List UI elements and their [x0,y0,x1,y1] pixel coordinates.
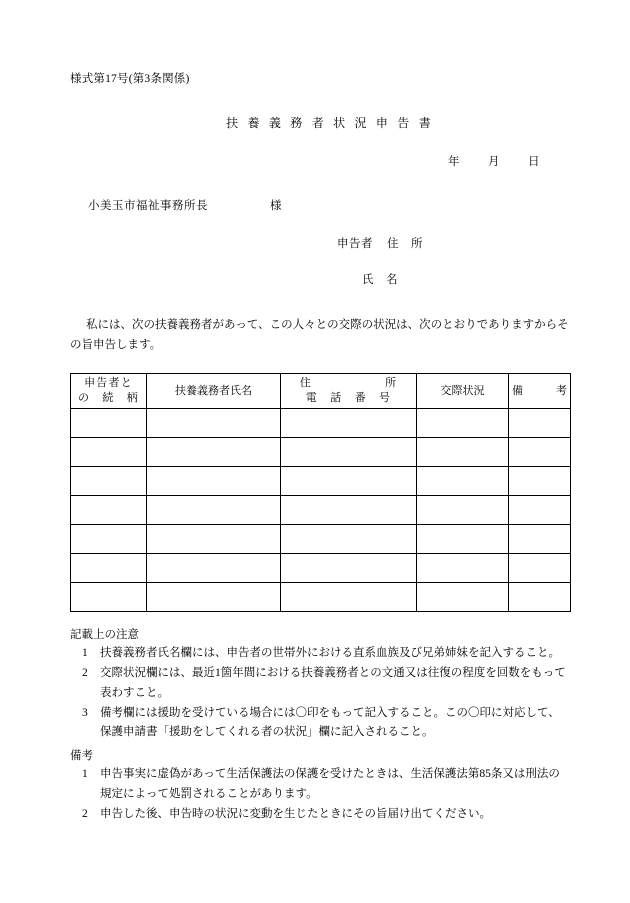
note-number: 3 [82,706,88,719]
cell-remarks[interactable] [509,525,571,554]
cell-relationship[interactable] [71,438,147,467]
column-header-remarks: 備 考 [509,374,571,409]
applicant-address-label: 住 所 [387,238,423,250]
cell-remarks[interactable] [509,583,571,612]
addressee [88,197,570,213]
list-item [70,704,570,744]
table-row [71,467,571,496]
date-year-label: 年 [448,156,460,168]
list-item [70,765,570,805]
date-line [70,153,540,169]
table-row [71,496,571,525]
cell-supporter-name[interactable] [147,409,281,438]
column-header-supporter-name: 扶養義務者氏名 [147,374,281,409]
cell-address-phone[interactable] [281,409,417,438]
remark-number: 1 [82,768,88,781]
cell-remarks[interactable] [509,496,571,525]
cell-relationship[interactable] [71,496,147,525]
cell-supporter-name[interactable] [147,467,281,496]
date-month-label: 月 [488,156,500,168]
cell-supporter-name[interactable] [147,496,281,525]
table-row [71,554,571,583]
cell-address-phone[interactable] [281,438,417,467]
page-title: 扶 養 義 務 者 状 況 申 告 書 [226,116,434,130]
cell-address-phone[interactable] [281,554,417,583]
notes-list [70,644,570,743]
cell-supporter-name[interactable] [147,525,281,554]
cell-address-phone[interactable] [281,467,417,496]
cell-remarks[interactable] [509,409,571,438]
cell-contact-status[interactable] [417,496,509,525]
column-header-address: 住 所 [299,377,398,390]
list-item [70,805,570,825]
cell-contact-status[interactable] [417,438,509,467]
lead-paragraph: 私には、次の扶養義務者があって、この人々との交際の状況は、次のとおりでありますからその旨申告します。 [70,319,569,352]
remark-text: 申告した後、申告時の状況に変動を生じたときにその旨届け出てください。 [100,807,491,820]
cell-relationship[interactable] [71,525,147,554]
cell-relationship[interactable] [71,467,147,496]
cell-relationship[interactable] [71,409,147,438]
cell-supporter-name[interactable] [147,438,281,467]
remark-number: 2 [82,807,88,820]
note-number: 1 [82,647,88,660]
addressee-honorific: 様 [270,200,282,212]
form-number: 様式第17号(第3条関係) [70,73,190,85]
remarks-title: 備考 [70,750,93,763]
table-body [71,409,571,612]
cell-remarks[interactable] [509,467,571,496]
table-row [71,438,571,467]
cell-contact-status[interactable] [417,409,509,438]
column-header-relationship-line1: 申告者と [84,377,133,390]
cell-remarks[interactable] [509,554,571,583]
cell-relationship[interactable] [71,583,147,612]
cell-address-phone[interactable] [281,496,417,525]
cell-contact-status[interactable] [417,525,509,554]
applicant-name-label: 氏 名 [362,274,398,286]
column-header-contact-status: 交際状況 [417,374,509,409]
applicant-address-row [70,235,570,251]
list-item [70,664,570,704]
notes-title: 記載上の注意 [70,629,139,642]
addressee-name: 小美玉市福祉事務所長 [88,200,208,212]
column-header-relationship-line2: の 続 柄 [78,392,139,405]
cell-supporter-name[interactable] [147,554,281,583]
cell-relationship[interactable] [71,554,147,583]
list-item [70,644,570,664]
note-text: 扶養義務者氏名欄には、申告者の世帯外における直系血族及び兄弟姉妹を記入すること。 [100,647,560,660]
cell-supporter-name[interactable] [147,583,281,612]
date-day-label: 日 [528,156,540,168]
cell-contact-status[interactable] [417,467,509,496]
note-number: 2 [82,667,88,680]
table-row [71,583,571,612]
applicant-label: 申告者 [337,238,373,250]
column-header-phone: 電 話 番 号 [305,392,392,405]
table-row [71,525,571,554]
supporter-status-table [70,373,571,612]
note-text: 備考欄には援助を受けている場合には〇印をもって記入すること。この〇印に対応して、保護申請書「援助をしてくれる者の状況」欄に記入されること。 [100,706,560,739]
cell-contact-status[interactable] [417,554,509,583]
note-text: 交際状況欄には、最近1箇年間における扶養義務者との文通又は往復の程度を回数をもって表わすこと。 [100,667,566,699]
remarks-list [70,765,570,824]
column-header-address-phone [281,374,417,409]
remark-text: 申告事実に虚偽があって生活保護法の保護を受けたときは、生活保護法第85条又は刑法の規定によって処罰されることがあります。 [100,768,560,800]
cell-address-phone[interactable] [281,525,417,554]
column-header-relationship [71,374,147,409]
cell-contact-status[interactable] [417,583,509,612]
table-header-row [71,374,571,409]
cell-remarks[interactable] [509,438,571,467]
applicant-name-row [70,271,570,287]
table-row [71,409,571,438]
cell-address-phone[interactable] [281,583,417,612]
